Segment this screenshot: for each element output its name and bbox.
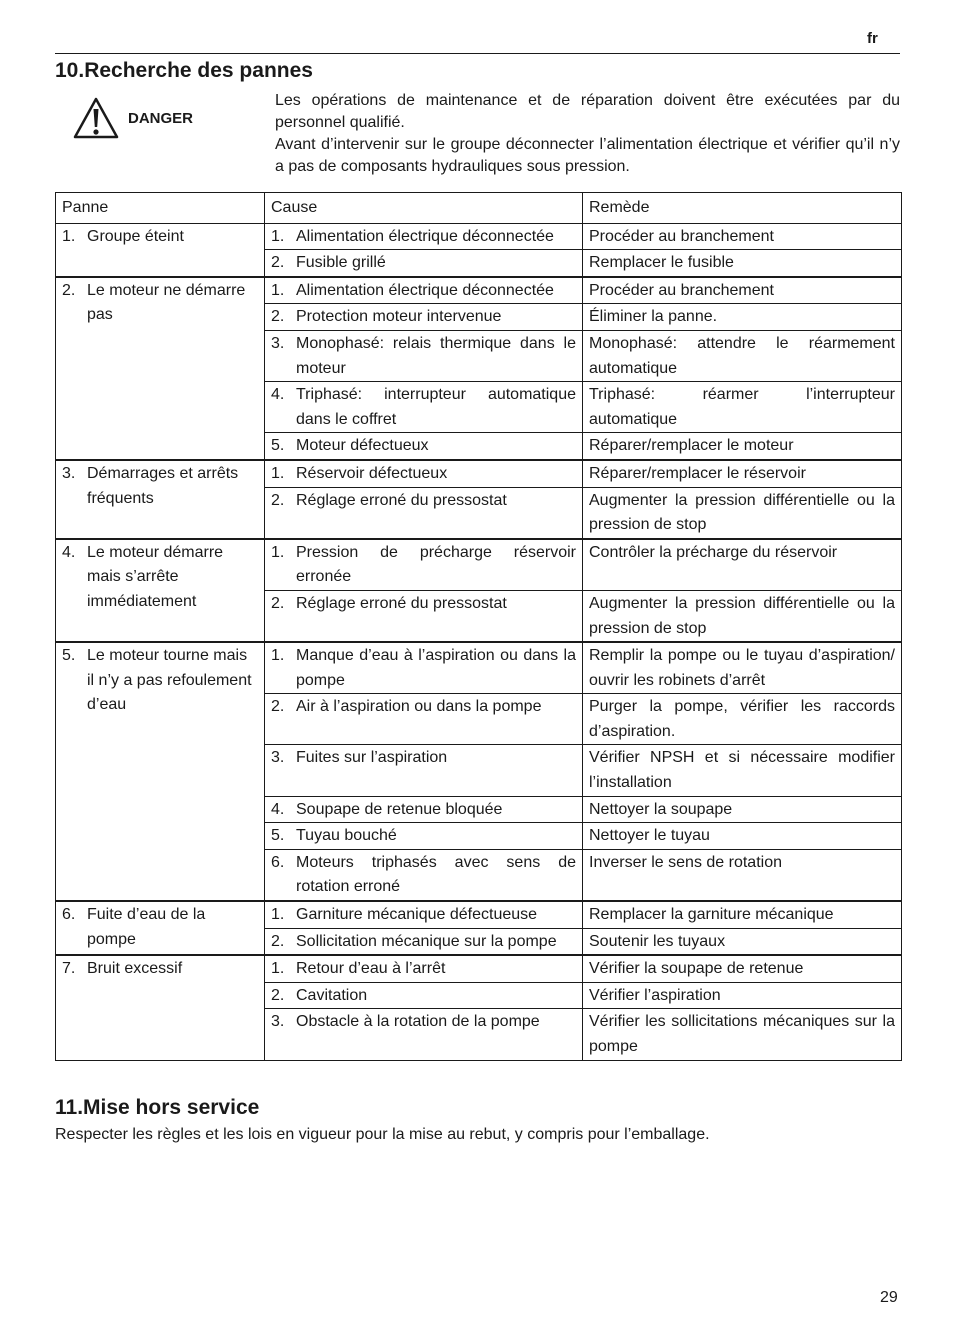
cause-cell (265, 382, 583, 433)
cause-number: 5. (271, 827, 285, 845)
fault-text: Fuite d’eau de la pompe (87, 906, 206, 948)
cause-cell (265, 901, 583, 928)
cause-number: 1. (271, 543, 285, 561)
cause-cell (265, 304, 583, 331)
table-row (56, 901, 902, 928)
cause-cell (265, 223, 583, 250)
remedy-cell: Éliminer la panne. (583, 304, 902, 331)
fault-cell (56, 277, 265, 460)
cause-cell (265, 330, 583, 381)
remedy-cell: Nettoyer la soupape (583, 796, 902, 823)
table-row (56, 642, 902, 694)
remedy-cell: Soutenir les tuyaux (583, 928, 902, 955)
safety-notice-line: Les opérations de maintenance et de réparation doivent être exécutées par du personnel qualifié. (275, 92, 900, 131)
fault-text: Le moteur ne démarre pas (87, 281, 246, 324)
cause-text: Air à l’aspiration ou dans la pompe (296, 698, 542, 716)
cause-text: Alimentation électrique déconnectée (296, 281, 554, 299)
cause-cell (265, 433, 583, 460)
cause-number: 1. (271, 227, 285, 245)
remedy-cell: Monophasé: attendre le réarmement automatique (583, 330, 902, 381)
cause-cell (265, 849, 583, 901)
column-header-cause: Cause (265, 193, 583, 224)
cause-number: 2. (271, 491, 285, 509)
cause-number: 2. (271, 932, 285, 950)
remedy-cell: Purger la pompe, vérifier les raccords d’aspiration. (583, 694, 902, 745)
remedy-cell: Triphasé: réarmer l’interrupteur automatique (583, 382, 902, 433)
cause-text: Obstacle à la rotation de la pompe (296, 1013, 540, 1031)
remedy-cell: Augmenter la pression différentielle ou la pression de stop (583, 590, 902, 642)
cause-number: 5. (271, 437, 285, 455)
cause-number: 2. (271, 254, 285, 272)
cause-text: Moteurs triphasés avec sens de rotation erroné (296, 853, 576, 896)
cause-text: Cavitation (296, 986, 368, 1004)
remedy-cell: Vérifier NPSH et si nécessaire modifier l’installation (583, 745, 902, 796)
fault-text: Groupe éteint (87, 227, 184, 245)
cause-number: 1. (271, 960, 285, 978)
cause-cell (265, 1009, 583, 1060)
fault-cell (56, 642, 265, 901)
fault-text: Le moteur tourne mais il n’y a pas refoulement d’eau (87, 647, 252, 714)
remedy-cell: Remplacer le fusible (583, 250, 902, 277)
cause-number: 3. (271, 334, 285, 352)
remedy-cell: Réparer/remplacer le moteur (583, 433, 902, 460)
cause-text: Moteur défectueux (296, 437, 429, 455)
remedy-cell: Réparer/remplacer le réservoir (583, 460, 902, 487)
cause-number: 3. (271, 1013, 285, 1031)
remedy-cell: Remplir la pompe ou le tuyau d’aspiration/ ouvrir les robinets d’arrêt (583, 642, 902, 694)
safety-notice-line: Avant d’intervenir sur le groupe déconnecter l’alimentation électrique et vérifier qu’il n’y a pas de composants hydrauliques sous pression. (275, 136, 900, 175)
cause-number: 2. (271, 594, 285, 612)
remedy-cell: Vérifier l’aspiration (583, 982, 902, 1009)
table-row (56, 955, 902, 982)
table-row (56, 223, 902, 250)
page-number: 29 (880, 1289, 898, 1306)
cause-text: Réglage erroné du pressostat (296, 491, 507, 509)
cause-cell (265, 590, 583, 642)
cause-cell (265, 642, 583, 694)
cause-text: Réglage erroné du pressostat (296, 594, 507, 612)
remedy-cell: Remplacer la garniture mécanique (583, 901, 902, 928)
disposal-text: Respecter les règles et les lois en vigueur pour la mise au rebut, y compris pour l’emballage. (55, 1126, 710, 1143)
table-row (56, 460, 902, 487)
remedy-cell: Contrôler la précharge du réservoir (583, 539, 902, 591)
cause-cell (265, 460, 583, 487)
fault-cell (56, 460, 265, 539)
cause-number: 1. (271, 906, 285, 924)
cause-text: Manque d’eau à l’aspiration ou dans la pompe (296, 647, 576, 689)
remedy-cell: Nettoyer le tuyau (583, 823, 902, 850)
remedy-cell: Vérifier les sollicitations mécaniques sur la pompe (583, 1009, 902, 1060)
cause-text: Fusible grillé (296, 254, 386, 272)
cause-cell (265, 539, 583, 591)
remedy-cell: Procéder au branchement (583, 277, 902, 304)
cause-number: 3. (271, 749, 285, 767)
cause-cell (265, 694, 583, 745)
cause-cell (265, 277, 583, 304)
section-title: 11.Mise hors service (55, 1096, 260, 1119)
fault-number: 5. (62, 647, 76, 665)
cause-number: 1. (271, 281, 285, 299)
fault-cell (56, 901, 265, 955)
troubleshooting-table (55, 192, 902, 1061)
danger-label: DANGER (128, 110, 194, 127)
cause-number: 2. (271, 308, 285, 326)
cause-text: Réservoir défectueux (296, 464, 448, 482)
column-header-remede: Remède (583, 193, 902, 224)
cause-text: Fuites sur l’aspiration (296, 749, 448, 767)
remedy-cell: Inverser le sens de rotation (583, 849, 902, 901)
cause-number: 1. (271, 647, 285, 665)
language-label: fr (867, 30, 878, 47)
cause-text: Pression de précharge réservoir erronée (296, 543, 576, 586)
column-header-panne: Panne (56, 193, 265, 224)
fault-number: 7. (62, 960, 76, 978)
cause-number: 2. (271, 986, 285, 1004)
cause-text: Tuyau bouché (296, 827, 397, 845)
cause-text: Garniture mécanique défectueuse (296, 906, 538, 924)
fault-number: 4. (62, 543, 76, 561)
cause-cell (265, 928, 583, 955)
cause-cell (265, 250, 583, 277)
cause-cell (265, 955, 583, 982)
cause-number: 2. (271, 698, 285, 716)
cause-text: Retour d’eau à l’arrêt (296, 960, 446, 978)
cause-text: Protection moteur intervenue (296, 308, 502, 326)
cause-text: Sollicitation mécanique sur la pompe (296, 932, 557, 950)
safety-notice (275, 90, 900, 178)
fault-text: Bruit excessif (87, 960, 183, 978)
cause-cell (265, 796, 583, 823)
fault-text: Démarrages et arrêts fréquents (87, 464, 239, 507)
fault-number: 2. (62, 281, 76, 299)
fault-number: 3. (62, 464, 76, 482)
cause-text: Alimentation électrique déconnectée (296, 227, 554, 245)
cause-cell (265, 487, 583, 539)
table-body (56, 223, 902, 1060)
cause-number: 4. (271, 800, 285, 818)
cause-text: Monophasé: relais thermique dans le moteur (296, 334, 576, 377)
header-rule (55, 53, 900, 54)
cause-text: Triphasé: interrupteur automatique dans le coffret (296, 386, 576, 428)
cause-number: 4. (271, 386, 285, 404)
cause-number: 1. (271, 464, 285, 482)
fault-cell (56, 539, 265, 642)
cause-cell (265, 745, 583, 796)
table-row (56, 539, 902, 591)
cause-number: 6. (271, 853, 285, 871)
fault-number: 1. (62, 227, 76, 245)
table-row (56, 277, 902, 304)
remedy-cell: Vérifier la soupape de retenue (583, 955, 902, 982)
remedy-cell: Augmenter la pression différentielle ou la pression de stop (583, 487, 902, 539)
fault-number: 6. (62, 906, 76, 924)
fault-cell (56, 223, 265, 277)
cause-cell (265, 982, 583, 1009)
fault-text: Le moteur démarre mais s’arrête immédiatement (87, 543, 224, 610)
remedy-cell: Procéder au branchement (583, 223, 902, 250)
table-header-row (56, 193, 902, 224)
cause-text: Soupape de retenue bloquée (296, 800, 503, 818)
cause-cell (265, 823, 583, 850)
section-title: 10.Recherche des pannes (55, 59, 313, 82)
fault-cell (56, 955, 265, 1060)
warning-icon (72, 95, 120, 141)
